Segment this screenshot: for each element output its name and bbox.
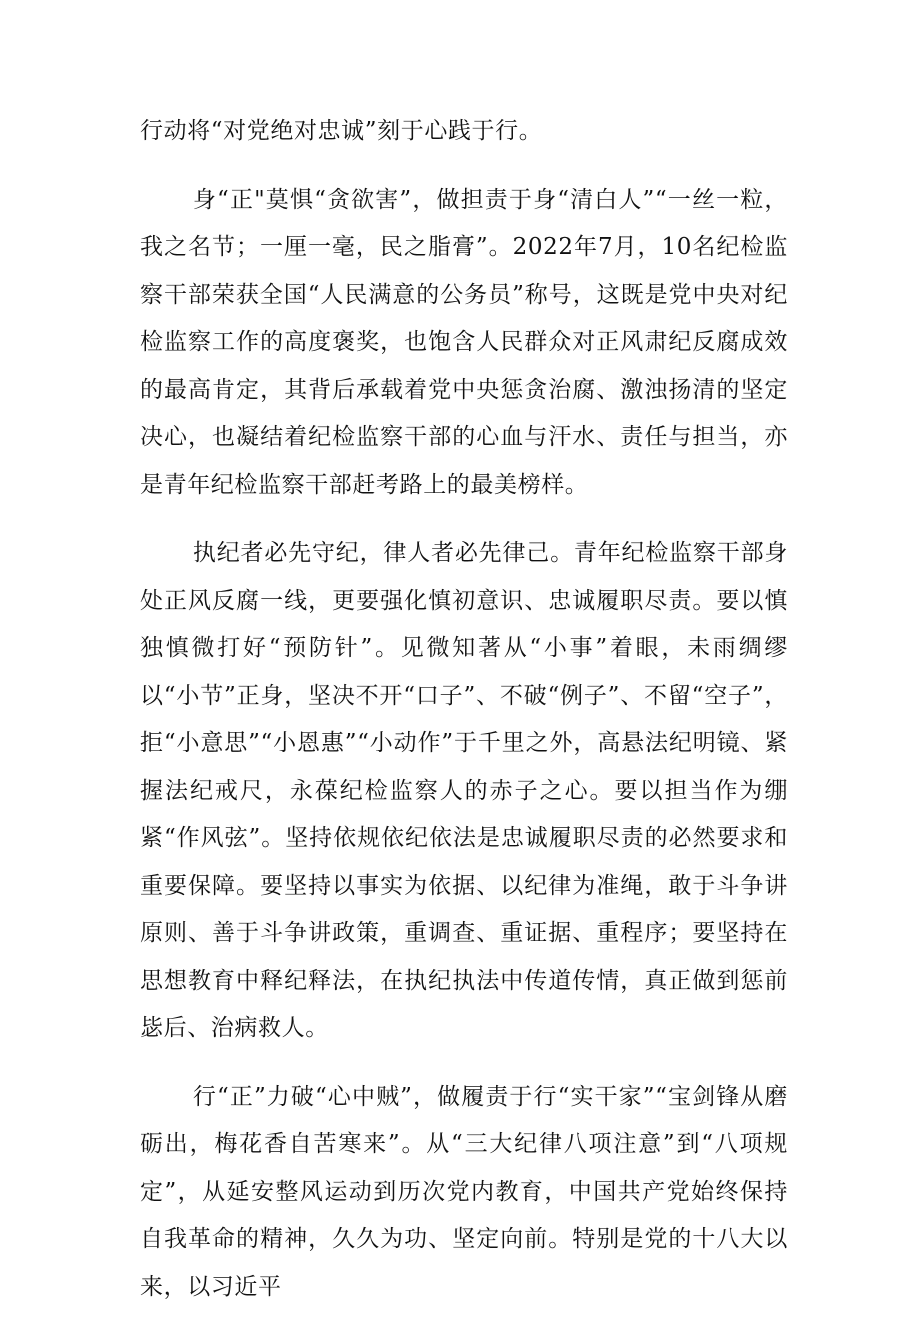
paragraph-action: 行“正”力破“心中贼”，做履责于行“实干家”“宝剑锋从磨砺出，梅花香自苦寒来”。从“三大纪律八项注意”到“八项规定”，从延安整风运动到历次党内教育，中国共产党始终保持自我革命的精神，久久为功、坚定向前。特别是党的十八大以来，以习近平 [140,1083,788,1300]
document-body [140,108,788,1332]
paragraph-discipline: 执纪者必先守纪，律人者必先律己。青年纪检监察干部身处正风反腐一线，更要强化慎初意识、忠诚履职尽责。要以慎独慎微打好“预防针”。见微知著从“小事”着眼，未雨绸缪以“小节”正身，坚决不开“口子”、不破“例子”、不留“空子”，拒“小意思”“小恩惠”“小动作”于千里之外，高悬法纪明镜、紧握法纪戒尺，永葆纪检监察人的赤子之心。要以担当作为绷紧“作风弦”。坚持依规依纪依法是忠诚履职尽责的必然要求和重要保障。要坚持以事实为依据、以纪律为准绳，敢于斗争讲原则、善于斗争讲政策，重调查、重证据、重程序；要坚持在思想教育中释纪释法，在执纪执法中传道传情，真正做到惩前毖后、治病救人。 [140,540,788,1041]
paragraph-integrity: 身“正"莫惧“贪欲害”，做担责于身“清白人”“一丝一粒，我之名节；一厘一毫，民之脂膏”。2022年7月，10名纪检监察干部荣获全国“人民满意的公务员”称号，这既是党中央对纪检监察工作的高度褒奖，也饱含人民群众对正风肃纪反腐成效的最高肯定，其背后承载着党中央惩贪治腐、激浊扬清的坚定决心，也凝结着纪检监察干部的心血与汗水、责任与担当，亦是青年纪检监察干部赶考路上的最美榜样。 [140,186,788,498]
paragraph-continuation: 行动将“对党绝对忠诚”刻于心践于行。 [140,118,543,144]
